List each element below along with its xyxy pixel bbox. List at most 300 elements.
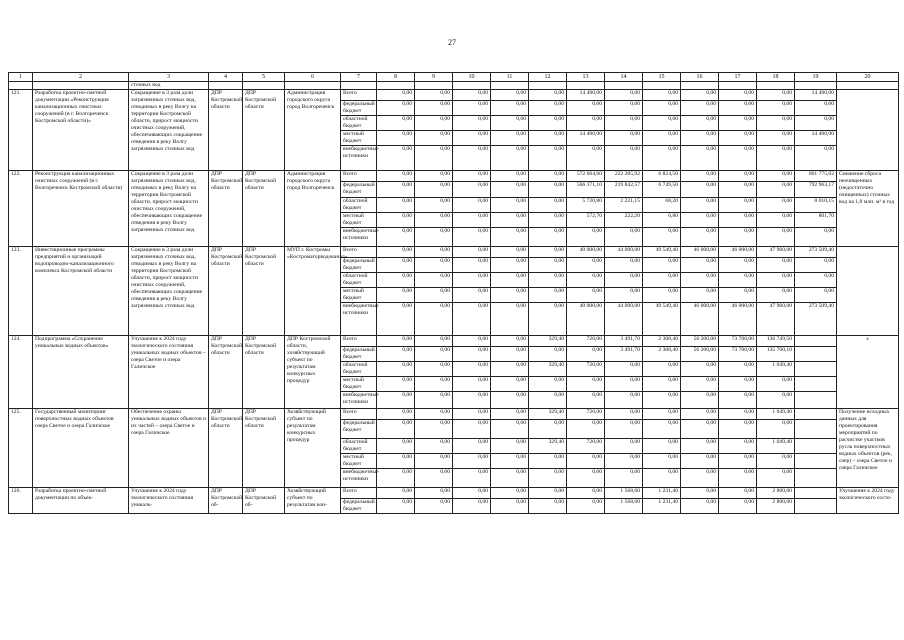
amount-cell: 0,00 xyxy=(719,213,757,228)
amount-cell: 0,00 xyxy=(529,469,567,488)
amount-cell: 0,00 xyxy=(605,258,643,273)
amount-cell xyxy=(795,409,837,420)
amount-cell: 801 775,02 xyxy=(795,171,837,182)
column-header: 1 xyxy=(9,73,33,82)
header-row xyxy=(9,73,899,82)
amount-cell: 56 200,00 xyxy=(681,336,719,347)
amount-cell: 0,00 xyxy=(529,116,567,131)
amount-cell: 0,00 xyxy=(681,171,719,182)
amount-cell: 68,20 xyxy=(643,198,681,213)
amount-cell: 0,00 xyxy=(529,347,567,362)
amount-cell: 0,00 xyxy=(529,258,567,273)
funding-source: местный бюджет xyxy=(341,454,377,469)
amount-cell: 0,00 xyxy=(491,347,529,362)
amount-cell: 0,00 xyxy=(453,213,491,228)
funding-source: местный бюджет xyxy=(341,131,377,146)
amount-cell: 135 700,10 xyxy=(757,347,795,362)
column-header: 8 xyxy=(377,73,415,82)
amount-cell: 0,00 xyxy=(415,377,453,392)
amount-cell: 0,00 xyxy=(453,131,491,146)
row-customer: ДПР Костромской области xyxy=(209,90,243,171)
continuation-row xyxy=(9,82,899,90)
amount-cell: 0,00 xyxy=(377,488,415,499)
row-result: Снижение сброса неочищенных (недостаточно очищенных) сточных вод на 1,8 млн. м³ в год xyxy=(837,171,899,247)
amount-cell: 136 749,50 xyxy=(757,336,795,347)
funding-source: Всего xyxy=(341,336,377,347)
funding-source: федеральный бюджет xyxy=(341,420,377,439)
amount-cell: 0,00 xyxy=(453,273,491,288)
amount-cell: 0,00 xyxy=(681,131,719,146)
amount-cell: 0,00 xyxy=(453,182,491,198)
row-customer: ДПР Костромской области xyxy=(209,247,243,336)
row-goal: Сокращение в 3 раза доли загрязненных сточных вод, отводимых в реку Волгу на территории Костромской области, прирост мощности очистных сооружений, обеспечивающих сокращение отведения в реку Волгу загрязненных сточных вод xyxy=(129,171,209,247)
funding-source: Всего xyxy=(341,90,377,101)
amount-cell: 73 700,00 xyxy=(719,336,757,347)
amount-cell: 0,00 xyxy=(643,362,681,377)
amount-cell: 47 960,00 xyxy=(757,247,795,258)
amount-cell: 0,00 xyxy=(795,273,837,288)
row-num: 121. xyxy=(9,90,33,171)
amount-cell: 0,00 xyxy=(567,146,605,171)
row-name: Реконструкция канализационных очистных сооружений (в г. Волгореченск Костромской области) xyxy=(33,171,129,247)
amount-cell: 0,00 xyxy=(377,116,415,131)
amount-cell: 44 000,00 xyxy=(605,303,643,336)
amount-cell: 0,00 xyxy=(681,362,719,377)
row-result xyxy=(837,247,899,336)
column-header: 20 xyxy=(837,73,899,82)
amount-cell: 0,00 xyxy=(757,273,795,288)
amount-cell: 0,00 xyxy=(377,303,415,336)
amount-cell xyxy=(795,392,837,409)
amount-cell: 0,00 xyxy=(681,146,719,171)
row-executor: ДПР Костромской области xyxy=(243,247,285,336)
amount-cell: 0,00 xyxy=(567,116,605,131)
amount-cell: 0,00 xyxy=(453,247,491,258)
row-result xyxy=(837,90,899,171)
amount-cell: 0,00 xyxy=(757,146,795,171)
amount-cell xyxy=(795,377,837,392)
amount-cell: 0,00 xyxy=(491,198,529,213)
amount-cell: 0,00 xyxy=(605,273,643,288)
amount-cell: 0,00 xyxy=(491,258,529,273)
amount-cell: 0,00 xyxy=(529,499,567,514)
amount-cell: 40 000,00 xyxy=(567,303,605,336)
amount-cell: 566 371,10 xyxy=(567,182,605,198)
amount-cell: 0,00 xyxy=(567,420,605,439)
amount-cell: 0,00 xyxy=(415,454,453,469)
amount-cell: 0,00 xyxy=(795,146,837,171)
amount-cell: 1 049,40 xyxy=(757,439,795,454)
row-recipient: Хозяйствующий субъект по результатам кон- xyxy=(285,488,341,514)
amount-cell: 0,00 xyxy=(643,258,681,273)
amount-cell: 0,00 xyxy=(605,469,643,488)
amount-cell: 720,00 xyxy=(567,336,605,347)
amount-cell: 14 400,00 xyxy=(567,131,605,146)
row-goal: Обеспечение охраны уникальных водных объектов и их частей – озера Светое и озера Галичское xyxy=(129,409,209,488)
amount-cell: 0,00 xyxy=(453,198,491,213)
row-goal: Сокращение в 3 раза доли загрязненных сточных вод, отводимых в реку Волгу на территории Костромской области, прирост мощности очистных сооружений, обеспечивающих сокращение отведения в реку Волгу загрязненных сточных вод xyxy=(129,90,209,171)
table-row xyxy=(9,90,899,101)
funding-source: федеральный бюджет xyxy=(341,258,377,273)
amount-cell: 0,00 xyxy=(719,439,757,454)
amount-cell: 0,00 xyxy=(795,288,837,303)
amount-cell: 0,00 xyxy=(453,439,491,454)
amount-cell: 0,00 xyxy=(719,101,757,116)
amount-cell: 0,00 xyxy=(415,288,453,303)
amount-cell: 40 000,00 xyxy=(567,247,605,258)
amount-cell: 5 720,80 xyxy=(567,198,605,213)
amount-cell: 0,00 xyxy=(681,198,719,213)
funding-source: местный бюджет xyxy=(341,213,377,228)
amount-cell: 14 400,00 xyxy=(795,90,837,101)
amount-cell: 0,00 xyxy=(605,228,643,247)
amount-cell: 0,00 xyxy=(757,90,795,101)
row-goal: Сокращение в 3 раза доли загрязненных сточных вод, отводимых в реку Волгу на территории Костромской области, прирост мощности очистных сооружений, обеспечивающих сокращение отведения в реку Волгу загрязненных сточных вод xyxy=(129,247,209,336)
amount-cell: 0,00 xyxy=(529,288,567,303)
column-header: 5 xyxy=(243,73,285,82)
amount-cell: 0,00 xyxy=(491,454,529,469)
amount-cell: 0,00 xyxy=(415,258,453,273)
amount-cell: 0,00 xyxy=(681,288,719,303)
row-executor: ДПР Костромской области xyxy=(243,171,285,247)
row-customer: ДПР Костромской области xyxy=(209,171,243,247)
amount-cell: 0,00 xyxy=(757,116,795,131)
amount-cell: 0,00 xyxy=(453,228,491,247)
amount-cell: 0,00 xyxy=(757,101,795,116)
amount-cell: 0,00 xyxy=(643,439,681,454)
amount-cell: 329,40 xyxy=(529,336,567,347)
amount-cell: 46 000,00 xyxy=(719,303,757,336)
amount-cell: 0,00 xyxy=(719,288,757,303)
amount-cell: 0,00 xyxy=(719,228,757,247)
amount-cell: 0,00 xyxy=(719,454,757,469)
amount-cell: 0,00 xyxy=(491,409,529,420)
amount-cell: 0,00 xyxy=(415,131,453,146)
amount-cell: 0,00 xyxy=(415,90,453,101)
funding-source: внебюджетные источники xyxy=(341,228,377,247)
amount-cell: 0,00 xyxy=(605,362,643,377)
amount-cell: 0,00 xyxy=(681,273,719,288)
amount-cell: 0,00 xyxy=(719,392,757,409)
amount-cell: 0,00 xyxy=(757,182,795,198)
amount-cell: 3 491,70 xyxy=(605,347,643,362)
amount-cell: 0,00 xyxy=(453,392,491,409)
amount-cell: 46 000,00 xyxy=(681,303,719,336)
row-goal: Улучшение к 2024 году экологического состояния уникаль- xyxy=(129,488,209,514)
amount-cell: 219 842,57 xyxy=(605,182,643,198)
amount-cell: 0,00 xyxy=(415,303,453,336)
funding-source: федеральный бюджет xyxy=(341,182,377,198)
amount-cell: 222 285,92 xyxy=(605,171,643,182)
column-header: 12 xyxy=(529,73,567,82)
amount-cell: 0,00 xyxy=(377,409,415,420)
amount-cell: 0,00 xyxy=(453,488,491,499)
amount-cell: 0,00 xyxy=(491,101,529,116)
amount-cell: 0,00 xyxy=(529,198,567,213)
amount-cell: 0,00 xyxy=(719,146,757,171)
amount-cell: 0,00 xyxy=(491,228,529,247)
column-header: 19 xyxy=(795,73,837,82)
amount-cell: 0,00 xyxy=(605,377,643,392)
amount-cell: 0,00 xyxy=(491,247,529,258)
amount-cell: 0,00 xyxy=(681,101,719,116)
amount-cell: 0,00 xyxy=(605,409,643,420)
amount-cell: 0,00 xyxy=(415,409,453,420)
amount-cell: 0,00 xyxy=(377,288,415,303)
amount-cell: 0,00 xyxy=(757,213,795,228)
amount-cell: 0,00 xyxy=(377,392,415,409)
table-row xyxy=(9,247,899,258)
amount-cell: 0,00 xyxy=(529,420,567,439)
row-num: 123. xyxy=(9,247,33,336)
amount-cell: 0,00 xyxy=(491,131,529,146)
table-row xyxy=(9,409,899,420)
amount-cell: 0,00 xyxy=(605,392,643,409)
amount-cell: 0,00 xyxy=(491,288,529,303)
amount-cell: 0,00 xyxy=(415,198,453,213)
amount-cell: 0,00 xyxy=(605,288,643,303)
amount-cell: 0,00 xyxy=(377,499,415,514)
amount-cell: 0,00 xyxy=(415,499,453,514)
amount-cell: 0,00 xyxy=(377,273,415,288)
amount-cell: 0,00 xyxy=(719,116,757,131)
amount-cell: 0,00 xyxy=(719,469,757,488)
amount-cell xyxy=(795,469,837,488)
amount-cell: 572,70 xyxy=(567,213,605,228)
amount-cell: 0,00 xyxy=(643,420,681,439)
amount-cell: 720,00 xyxy=(567,362,605,377)
funding-source: Всего xyxy=(341,247,377,258)
amount-cell: 0,00 xyxy=(567,499,605,514)
amount-cell: 0,00 xyxy=(643,469,681,488)
amount-cell: 0,00 xyxy=(377,90,415,101)
row-recipient: МУП г. Костромы «Костромагорводоканал» xyxy=(285,247,341,336)
amount-cell: 2 221,15 xyxy=(605,198,643,213)
amount-cell: 0,00 xyxy=(415,488,453,499)
column-header: 9 xyxy=(415,73,453,82)
amount-cell: 0,00 xyxy=(681,228,719,247)
amount-cell: 0,00 xyxy=(681,409,719,420)
amount-cell: 0,00 xyxy=(415,171,453,182)
amount-cell: 0,00 xyxy=(453,101,491,116)
row-customer: ДПР Костромской об- xyxy=(209,488,243,514)
row-recipient: Администрация городского округа город Волгореченск xyxy=(285,90,341,171)
amount-cell: 0,00 xyxy=(491,469,529,488)
amount-cell: 46 000,00 xyxy=(681,247,719,258)
column-header: 2 xyxy=(33,73,129,82)
amount-cell: 0,00 xyxy=(529,488,567,499)
amount-cell: 2 308,40 xyxy=(643,347,681,362)
amount-cell: 0,00 xyxy=(415,146,453,171)
column-header: 15 xyxy=(643,73,681,82)
column-header: 6 xyxy=(285,73,341,82)
amount-cell: 0,00 xyxy=(491,439,529,454)
amount-cell: 0,00 xyxy=(491,377,529,392)
funding-source: Всего xyxy=(341,171,377,182)
amount-cell: 0,00 xyxy=(453,288,491,303)
amount-cell: 0,00 xyxy=(453,116,491,131)
amount-cell: 0,00 xyxy=(491,488,529,499)
amount-cell: 0,00 xyxy=(377,182,415,198)
amount-cell: 0,00 xyxy=(491,392,529,409)
row-name: Государственный мониторинг поверхностных водных объектов озера Светое и озера Галичское xyxy=(33,409,129,488)
amount-cell: 0,00 xyxy=(643,116,681,131)
amount-cell: 49 549,40 xyxy=(643,303,681,336)
amount-cell xyxy=(795,420,837,439)
amount-cell: 0,00 xyxy=(643,146,681,171)
funding-source: федеральный бюджет xyxy=(341,347,377,362)
amount-cell: 273 509,40 xyxy=(795,303,837,336)
amount-cell: 0,00 xyxy=(415,247,453,258)
column-header: 11 xyxy=(491,73,529,82)
amount-cell: 0,00 xyxy=(491,362,529,377)
amount-cell: 0,00 xyxy=(415,213,453,228)
amount-cell: 0,00 xyxy=(719,420,757,439)
amount-cell: 2 800,00 xyxy=(757,488,795,499)
amount-cell: 1 231,40 xyxy=(643,499,681,514)
amount-cell: 0,00 xyxy=(529,171,567,182)
amount-cell: 0,00 xyxy=(491,213,529,228)
amount-cell: 0,00 xyxy=(377,146,415,171)
amount-cell xyxy=(795,347,837,362)
amount-cell: 0,00 xyxy=(681,454,719,469)
amount-cell: 6 749,50 xyxy=(643,182,681,198)
amount-cell: 0,00 xyxy=(719,171,757,182)
funding-source: внебюджетные источники xyxy=(341,392,377,409)
funding-source: внебюджетные источники xyxy=(341,469,377,488)
amount-cell: 0,00 xyxy=(567,488,605,499)
amount-cell: 572 664,60 xyxy=(567,171,605,182)
amount-cell: 0,00 xyxy=(415,273,453,288)
amount-cell: 6,80 xyxy=(643,213,681,228)
amount-cell: 0,00 xyxy=(681,488,719,499)
amount-cell: 0,00 xyxy=(415,101,453,116)
amount-cell: 0,00 xyxy=(605,116,643,131)
amount-cell: 0,00 xyxy=(491,90,529,101)
amount-cell: 0,00 xyxy=(605,420,643,439)
amount-cell: 0,00 xyxy=(567,392,605,409)
amount-cell: 0,00 xyxy=(377,258,415,273)
amount-cell: 273 509,40 xyxy=(795,247,837,258)
amount-cell: 0,00 xyxy=(795,101,837,116)
row-customer: ДПР Костромской области xyxy=(209,336,243,409)
row-recipient: Хозяйствующий субъект по результатам конкурсных процедур xyxy=(285,409,341,488)
amount-cell: 0,00 xyxy=(491,273,529,288)
amount-cell: 0,00 xyxy=(529,247,567,258)
amount-cell: 0,00 xyxy=(529,213,567,228)
funding-source: Всего xyxy=(341,488,377,499)
amount-cell: 0,00 xyxy=(529,377,567,392)
amount-cell: 0,00 xyxy=(719,409,757,420)
amount-cell: 0,00 xyxy=(453,499,491,514)
amount-cell: 0,00 xyxy=(605,131,643,146)
funding-source: местный бюджет xyxy=(341,288,377,303)
amount-cell: 0,00 xyxy=(643,90,681,101)
amount-cell: 0,00 xyxy=(453,409,491,420)
amount-cell: 0,00 xyxy=(567,377,605,392)
amount-cell: 0,00 xyxy=(377,420,415,439)
amount-cell: 0,00 xyxy=(529,101,567,116)
amount-cell: 0,00 xyxy=(529,228,567,247)
amount-cell: 0,00 xyxy=(529,131,567,146)
funding-source: областной бюджет xyxy=(341,116,377,131)
amount-cell: 0,00 xyxy=(681,392,719,409)
amount-cell: 0,00 xyxy=(453,377,491,392)
amount-cell xyxy=(795,362,837,377)
column-header: 7 xyxy=(341,73,377,82)
amount-cell: 0,00 xyxy=(757,454,795,469)
amount-cell: 73 700,00 xyxy=(719,347,757,362)
amount-cell: 720,00 xyxy=(567,409,605,420)
continuation-text: сточных вод xyxy=(129,82,209,90)
amount-cell: 0,00 xyxy=(605,439,643,454)
amount-cell: 0,00 xyxy=(453,90,491,101)
amount-cell: 0,00 xyxy=(529,454,567,469)
amount-cell: 14 400,00 xyxy=(567,90,605,101)
amount-cell: 1 049,40 xyxy=(757,409,795,420)
amount-cell: 0,00 xyxy=(453,420,491,439)
amount-cell: 0,00 xyxy=(795,116,837,131)
table-row xyxy=(9,488,899,499)
amount-cell: 0,00 xyxy=(377,228,415,247)
amount-cell: 0,00 xyxy=(757,420,795,439)
amount-cell: 0,00 xyxy=(453,336,491,347)
amount-cell: 0,00 xyxy=(377,377,415,392)
amount-cell: 0,00 xyxy=(719,377,757,392)
amount-cell: 0,00 xyxy=(605,90,643,101)
row-recipient: Администрация городского округа город Волгореченск xyxy=(285,171,341,247)
amount-cell: 1 231,40 xyxy=(643,488,681,499)
amount-cell: 0,00 xyxy=(605,454,643,469)
amount-cell: 329,40 xyxy=(529,362,567,377)
row-goal: Улучшение к 2024 году экологического состояния уникальных водных объектов – озера Светое и озера Галичское xyxy=(129,336,209,409)
amount-cell: 44 000,00 xyxy=(605,247,643,258)
amount-cell: 0,00 xyxy=(719,131,757,146)
row-result: Улучшение к 2024 году экологического состо- xyxy=(837,488,899,514)
amount-cell: 0,00 xyxy=(643,377,681,392)
amount-cell: 0,00 xyxy=(415,116,453,131)
amount-cell: 0,00 xyxy=(567,258,605,273)
amount-cell: 1 568,60 xyxy=(605,499,643,514)
funding-source: федеральный бюджет xyxy=(341,101,377,116)
amount-cell: 801,70 xyxy=(795,213,837,228)
amount-cell: 0,00 xyxy=(491,171,529,182)
amount-cell: 0,00 xyxy=(567,347,605,362)
amount-cell xyxy=(795,439,837,454)
amount-cell: 0,00 xyxy=(377,171,415,182)
amount-cell: 0,00 xyxy=(415,182,453,198)
funding-source: областной бюджет xyxy=(341,362,377,377)
amount-cell: 0,00 xyxy=(643,228,681,247)
amount-cell: 0,00 xyxy=(491,303,529,336)
amount-cell: 0,00 xyxy=(415,336,453,347)
amount-cell: 0,00 xyxy=(795,258,837,273)
amount-cell: 0,00 xyxy=(529,273,567,288)
table-row xyxy=(9,336,899,347)
amount-cell: 0,00 xyxy=(453,469,491,488)
amount-cell: 0,00 xyxy=(605,101,643,116)
amount-cell: 0,00 xyxy=(377,336,415,347)
amount-cell: 0,00 xyxy=(681,499,719,514)
amount-cell: 0,00 xyxy=(719,258,757,273)
funding-source: федеральный бюджет xyxy=(341,499,377,514)
column-header: 13 xyxy=(567,73,605,82)
column-header: 14 xyxy=(605,73,643,82)
amount-cell: 56 200,00 xyxy=(681,347,719,362)
amount-cell: 222,20 xyxy=(605,213,643,228)
amount-cell: 0,00 xyxy=(681,439,719,454)
amount-cell xyxy=(795,454,837,469)
